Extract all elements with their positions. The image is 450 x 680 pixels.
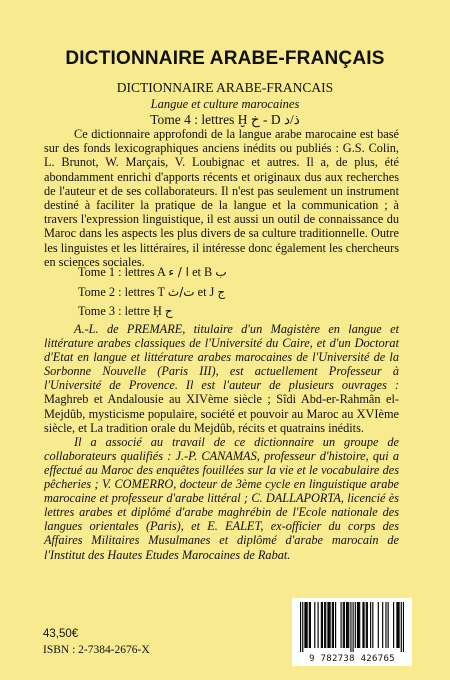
barcode-bar [341, 602, 342, 648]
price-label: 43,50€ [43, 628, 79, 640]
subtitle-block [0, 80, 450, 128]
barcode-bar [357, 602, 358, 648]
barcode-bar [333, 602, 334, 648]
barcode-bar [314, 602, 315, 648]
barcode-bar [330, 602, 331, 648]
barcode-bar [344, 602, 345, 648]
barcode-bar [350, 602, 351, 652]
barcode-bar [403, 602, 404, 652]
barcode-bar [370, 602, 371, 648]
subtitle-caps: DICTIONNAIRE ARABE-FRANCAIS [116, 80, 334, 95]
barcode [292, 598, 412, 666]
barcode-bar [366, 602, 367, 648]
barcode-bar [305, 602, 306, 648]
tome-entry: Tome 2 : lettres T ت/ث et J ج [78, 284, 226, 299]
barcode-bar [396, 602, 397, 648]
barcode-bar [307, 602, 308, 648]
barcode-bar [300, 602, 301, 652]
barcode-bar [367, 602, 368, 648]
barcode-bar [324, 602, 325, 648]
intro-paragraph: Ce dictionnaire approfondi de la langue arabe marocaine est basé sur des fonds lexicographiques anciens inédits ou publiés : G.S. Colin, L. Brunot, W. Marçais, V. Loubignac et autres. Il a, de plus, été abondamment enrichi d'apports récents et originaux dus aux recherches de l'auteur et de ses collaborateurs. Il n'est pas seulement un instrument destiné à faciliter la pratique de la langue et la communication ; à travers l'expression linguistique, il est aussi un outil de connaissance du Maroc dans les aspects les plus divers de sa culture traditionnelle. Outre les linguistes et les littéraires, il intéresse donc également les chercheurs en sciences sociales. [44, 127, 399, 269]
barcode-bar [353, 602, 354, 652]
barcode-bar [304, 602, 305, 648]
barcode-bar [322, 602, 323, 648]
tomes-list [78, 263, 398, 322]
barcode-number: 9 782738 426765 [309, 654, 395, 664]
isbn-label: ISBN : 2-7384-2676-X [43, 644, 150, 656]
barcode-bar [401, 602, 402, 652]
barcode-bar [378, 602, 379, 648]
barcode-bar [321, 602, 322, 648]
barcode-bar [318, 602, 319, 648]
barcode-bar [399, 602, 400, 648]
barcode-bar [359, 602, 360, 648]
tome-entry: Tome 1 : lettres A ا / ء et B ب [78, 265, 227, 279]
barcode-bar [332, 602, 333, 648]
barcode-bar [346, 602, 347, 648]
barcode-bar [348, 602, 349, 648]
barcode-bar [397, 602, 398, 648]
barcode-bar [325, 602, 326, 648]
barcode-bar [328, 602, 329, 648]
barcode-bar [335, 602, 336, 648]
barcode-bar [327, 602, 328, 648]
barcode-bar [343, 602, 344, 648]
bio-paragraph-2: Il a associé au travail de ce dictionnaire un groupe de collaborateurs qualifiés : J.-P. CANAMAS, professeur d'histoire, qui a effectué au Maroc des enquêtes fouillées sur la vie et le vocabulaire des pêcheries ; V. COMERRO, docteur de 3ème cycle en linguistique arabe marocaine et professeur d'arabe littéral ; C. DALLAPORTA, licencié ès lettres arabes et diplômé d'arabe maghrébin de l'Ecole nationale des langues orientales (Paris), et E. EALET, ex-officier du corps des Affaires Militaires Musulmanes et diplômé d'arabe marocain de l'Institut des Hautes Etudes Marocaines de Rabat. [44, 434, 399, 562]
subtitle-italic: Langue et culture marocaines [150, 97, 300, 111]
barcode-bar [347, 602, 348, 648]
barcode-bar [355, 602, 356, 648]
bio-paragraph-1: A.-L. de PREMARE, titulaire d'un Magistère en langue et littérature arabes classiques de l'Université du Caire, et d'un Doctorat d'Etat en langue et littérature arabes marocaines de l'Université de la Sorbonne Nouvelle (Paris III), est actuellement Professeur à l'Université de Provence. Il est l'auteur de plusieurs ouvrages : Maghreb et Andalousie au XIVème siècle ; Sîdi Abd-er-Rahmân el-Mejdûb, mysticisme populaire, société et pouvoir au Maroc au XVIème siècle, et La tradition orale du Mejdûb, récits et quatrains inédits. [44, 322, 399, 435]
barcode-bar [362, 602, 363, 648]
barcode-bar [382, 602, 383, 648]
tome-line: Tome 4 : lettres Ḫ خ - D ذ/د [150, 112, 300, 127]
barcode-bar [358, 602, 359, 648]
barcode-bar [385, 602, 386, 648]
barcode-bar [363, 602, 364, 648]
barcode-bar [309, 602, 310, 648]
barcode-bar [310, 602, 311, 648]
barcode-bar [388, 602, 389, 648]
barcode-bar [302, 602, 303, 652]
barcode-bar [393, 602, 394, 648]
barcode-bar [372, 602, 373, 648]
author-bio [44, 322, 399, 562]
barcode-bars [300, 602, 404, 652]
book-title: DICTIONNAIRE ARABE-FRANÇAIS [65, 48, 385, 69]
tome-entry: Tome 3 : lettre Ḥ ح [78, 304, 173, 318]
